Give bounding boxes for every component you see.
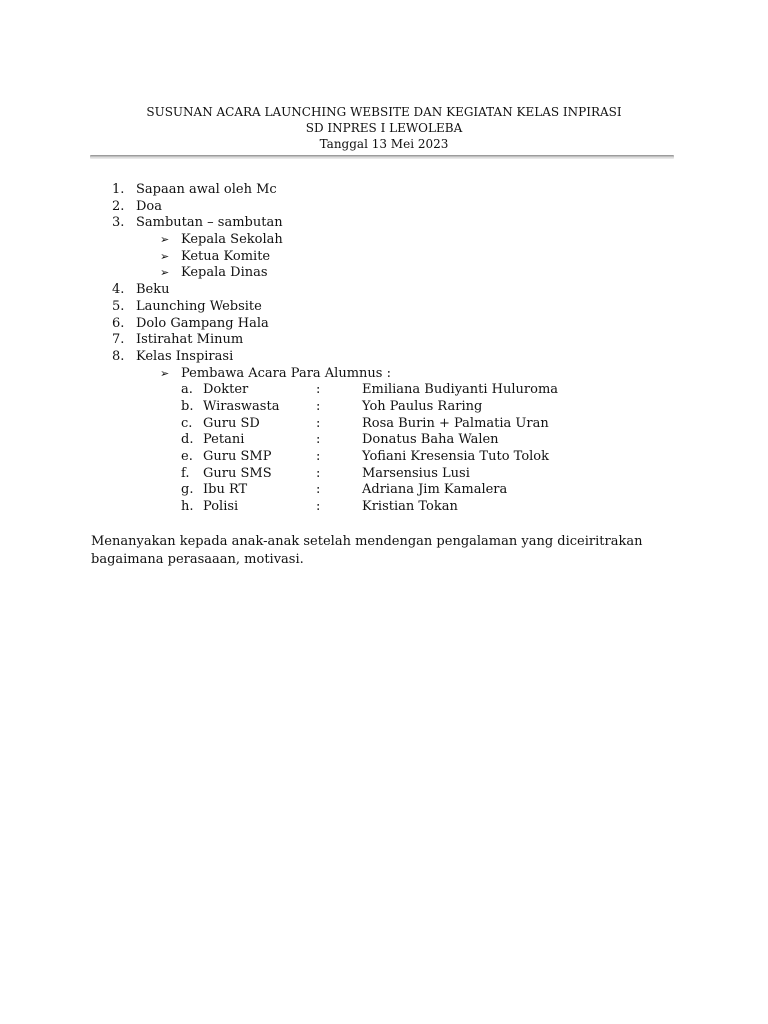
sub-list-item xyxy=(0,232,768,249)
list-item xyxy=(0,299,768,316)
alumni-letter: e. xyxy=(181,449,193,464)
alumni-letter: b. xyxy=(181,398,194,414)
item-number: 7. xyxy=(112,332,125,348)
list-item xyxy=(0,316,768,333)
sub-list-item xyxy=(0,366,768,383)
item-label: Doa xyxy=(136,198,162,214)
item-number: 3. xyxy=(112,215,125,231)
item-label: Launching Website xyxy=(136,298,262,314)
alumni-row xyxy=(0,416,768,433)
alumni-name: Kristian Tokan xyxy=(362,499,458,515)
alumni-letter: g. xyxy=(181,482,194,498)
arrow-bullet-icon: ➢ xyxy=(160,266,170,280)
alumni-name: Adriana Jim Kamalera xyxy=(362,482,508,498)
header-date: Tanggal 13 Mei 2023 xyxy=(319,137,449,151)
alumni-separator: : xyxy=(316,382,321,398)
document-header xyxy=(0,104,768,152)
item-label: Sambutan – sambutan xyxy=(136,215,283,231)
alumni-name: Yofiani Kresensia Tuto Tolok xyxy=(362,449,550,464)
alumni-role: Guru SMS xyxy=(203,465,272,481)
sub-list-item xyxy=(0,265,768,282)
alumni-role: Petani xyxy=(203,432,245,448)
alumni-row xyxy=(0,466,768,483)
item-number: 2. xyxy=(112,198,125,214)
list-item xyxy=(0,215,768,232)
alumni-letter: a. xyxy=(181,382,193,398)
item-number: 6. xyxy=(112,315,125,331)
alumni-separator: : xyxy=(316,499,321,515)
alumni-row xyxy=(0,499,768,516)
alumni-letter: f. xyxy=(181,465,190,481)
alumni-role: Dokter xyxy=(203,382,249,398)
alumni-separator: : xyxy=(316,415,321,431)
alumni-role: Guru SMP xyxy=(203,449,272,464)
alumni-role: Wiraswasta xyxy=(203,398,280,414)
list-item xyxy=(0,182,768,199)
sub-heading: Pembawa Acara Para Alumnus : xyxy=(181,365,391,381)
header-divider xyxy=(90,155,674,159)
arrow-bullet-icon: ➢ xyxy=(160,366,170,380)
alumni-row xyxy=(0,482,768,499)
alumni-separator: : xyxy=(316,398,321,414)
alumni-letter: h. xyxy=(181,499,194,515)
list-item xyxy=(0,199,768,216)
item-number: 5. xyxy=(112,298,125,314)
alumni-separator: : xyxy=(316,432,321,448)
agenda-list xyxy=(0,182,768,516)
alumni-separator: : xyxy=(316,449,321,464)
list-item xyxy=(0,332,768,349)
alumni-row xyxy=(0,382,768,399)
item-number: 8. xyxy=(112,348,125,364)
item-label: Beku xyxy=(136,282,170,298)
item-number: 4. xyxy=(112,282,125,298)
alumni-row xyxy=(0,449,768,466)
alumni-row xyxy=(0,432,768,449)
sub-item-label: Kepala Dinas xyxy=(181,265,268,281)
alumni-name: Emiliana Budiyanti Huluroma xyxy=(362,382,559,398)
alumni-row xyxy=(0,399,768,416)
sub-item-label: Ketua Komite xyxy=(181,248,271,264)
alumni-separator: : xyxy=(316,482,321,498)
list-item xyxy=(0,349,768,366)
closing-paragraph: Menanyakan kepada anak-anak setelah mendengan pengalaman yang diceiritrakan bagaimana perasaaan, motivasi. xyxy=(91,534,643,567)
alumni-name: Marsensius Lusi xyxy=(362,465,470,481)
alumni-name: Yoh Paulus Raring xyxy=(362,398,483,414)
item-label: Istirahat Minum xyxy=(136,332,244,348)
alumni-role: Polisi xyxy=(203,499,239,515)
alumni-separator: : xyxy=(316,465,321,481)
alumni-letter: d. xyxy=(181,432,194,448)
sub-item-label: Kepala Sekolah xyxy=(181,232,283,248)
header-school: SD INPRES I LEWOLEBA xyxy=(305,121,463,135)
alumni-role: Guru SD xyxy=(203,415,260,431)
item-label: Dolo Gampang Hala xyxy=(136,315,269,331)
header-title: SUSUNAN ACARA LAUNCHING WEBSITE DAN KEGIATAN KELAS INPIRASI xyxy=(146,105,622,119)
list-item xyxy=(0,282,768,299)
arrow-bullet-icon: ➢ xyxy=(160,249,170,263)
alumni-letter: c. xyxy=(181,415,193,431)
alumni-name: Donatus Baha Walen xyxy=(362,432,499,448)
alumni-role: Ibu RT xyxy=(203,482,248,498)
item-label: Sapaan awal oleh Mc xyxy=(136,182,277,197)
sub-list-item xyxy=(0,249,768,266)
arrow-bullet-icon: ➢ xyxy=(160,233,170,247)
item-label: Kelas Inspirasi xyxy=(136,348,234,364)
alumni-name: Rosa Burin + Palmatia Uran xyxy=(362,415,549,431)
item-number: 1. xyxy=(112,182,125,197)
